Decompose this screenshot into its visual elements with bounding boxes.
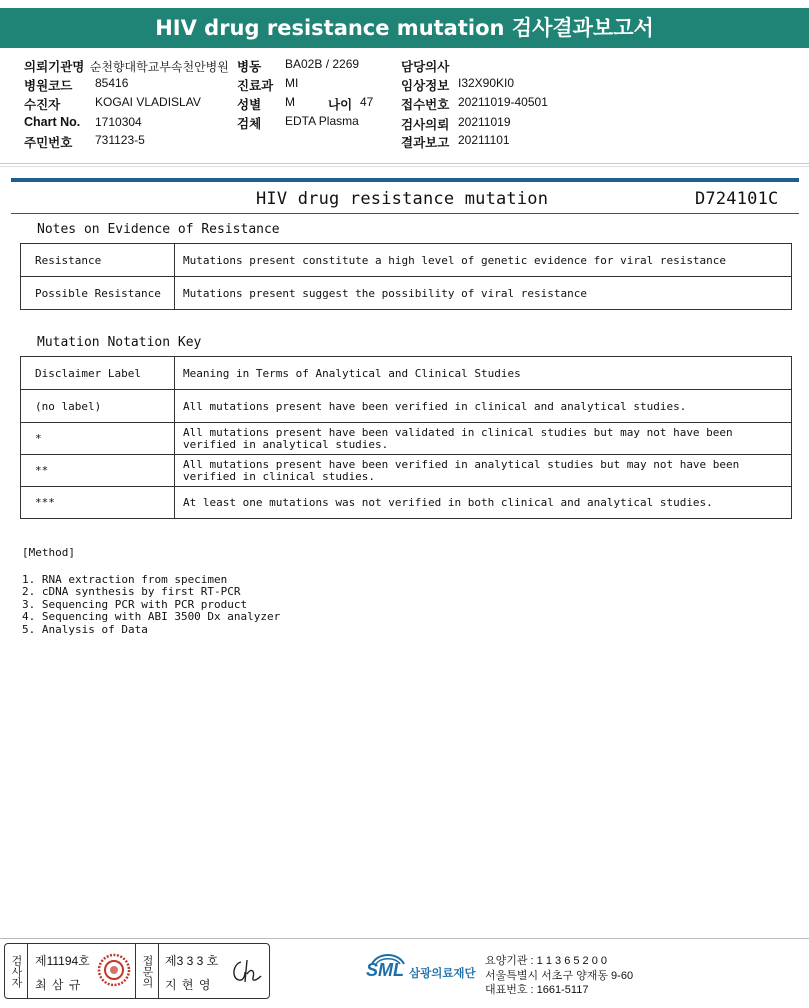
chart-value: 1710304 xyxy=(95,115,142,129)
sex-label: 성별 xyxy=(237,98,262,112)
examinee-value: KOGAI VLADISLAV xyxy=(95,95,201,109)
table-cell: (no label) xyxy=(21,390,175,423)
table-cell: * xyxy=(21,423,175,455)
request-value: 20211019 xyxy=(458,115,511,129)
table-cell: *** xyxy=(21,487,175,519)
footer-divider xyxy=(0,938,809,939)
confirm-license: 제3 3 3 호 xyxy=(165,954,219,968)
org-phone: 대표번호 : 1661-5117 xyxy=(485,984,589,996)
method-step: 1. RNA extraction from specimen xyxy=(22,572,228,586)
table-cell: Resistance xyxy=(21,244,175,277)
divider xyxy=(0,163,809,164)
report-code: D724101C xyxy=(695,189,779,209)
hospital-code-label: 병원코드 xyxy=(24,79,73,93)
hospital-code-row xyxy=(24,76,72,94)
method-step: 3. Sequencing PCR with PCR product xyxy=(22,597,248,611)
table-row xyxy=(21,487,792,519)
org-code: 요양기관 : 1 1 3 6 5 2 0 0 xyxy=(485,955,608,967)
org-name: 삼광의료재단 xyxy=(409,968,476,980)
specimen-value: EDTA Plasma xyxy=(285,114,359,128)
notes-heading: Notes on Evidence of Resistance xyxy=(37,222,280,237)
table-cell: All mutations present have been validated in clinical studies but may not have been verified in analytical studies. xyxy=(175,423,792,455)
ward-value: BA02B / 2269 xyxy=(285,57,360,71)
table-row xyxy=(21,455,792,487)
receipt-label: 접수번호 xyxy=(401,98,450,112)
table-cell: All mutations present have been verified in analytical studies but may not have been verified in clinical studies. xyxy=(175,455,792,487)
table-cell: Mutations present constitute a high level of genetic evidence for viral resistance xyxy=(175,244,792,277)
method-heading: [Method] xyxy=(22,546,75,559)
table-row xyxy=(21,244,792,277)
table-header-cell: Meaning in Terms of Analytical and Clinical Studies xyxy=(175,357,792,390)
table-cell: At least one mutations was not verified in both clinical and analytical studies. xyxy=(175,487,792,519)
divider xyxy=(0,166,809,167)
receipt-value: 20211019-40501 xyxy=(458,95,548,109)
confirm-name: 지 현 영 xyxy=(165,978,212,992)
report-title: HIV drug resistance mutation xyxy=(256,189,549,209)
table-header-row xyxy=(21,357,792,390)
method-step: 5. Analysis of Data xyxy=(22,622,148,636)
clinical-label: 임상정보 xyxy=(401,79,450,93)
clinical-value: I32X90KI0 xyxy=(458,76,515,90)
tester-license: 제11194호 xyxy=(35,954,90,968)
report-top-rule xyxy=(11,178,799,182)
org-logo-text: SML xyxy=(366,960,404,980)
report-title-underline xyxy=(11,213,799,214)
confirm-label: 접문의 xyxy=(135,944,159,998)
chart-label: Chart No. xyxy=(24,115,81,129)
report-title-banner: HIV drug resistance mutation 검사결과보고서 xyxy=(0,8,809,48)
dept-label: 진료과 xyxy=(237,79,274,93)
request-label: 검사의뢰 xyxy=(401,118,450,132)
examinee-label: 수진자 xyxy=(24,98,61,112)
doctor-label: 담당의사 xyxy=(401,60,450,74)
sex-value: M xyxy=(285,95,295,109)
tester-label: 검사자 xyxy=(5,944,28,998)
tester-name: 최 삼 규 xyxy=(35,978,82,992)
ward-label: 병동 xyxy=(237,60,262,74)
signature-icon xyxy=(227,954,265,993)
seal-stamp-icon xyxy=(96,952,132,993)
table-cell: Mutations present suggest the possibility of viral resistance xyxy=(175,277,792,310)
method-step: 2. cDNA synthesis by first RT-PCR xyxy=(22,585,241,598)
report-date-label: 결과보고 xyxy=(401,136,450,150)
resident-value: 731123-5 xyxy=(95,133,145,147)
resident-label: 주민번호 xyxy=(24,136,73,150)
method-step: 4. Sequencing with ABI 3500 Dx analyzer xyxy=(22,610,281,623)
table-row xyxy=(21,277,792,310)
table-cell: ** xyxy=(21,455,175,487)
notes-table xyxy=(20,243,792,310)
table-cell: Possible Resistance xyxy=(21,277,175,310)
table-header-cell: Disclaimer Label xyxy=(21,357,175,390)
table-row xyxy=(21,390,792,423)
key-heading: Mutation Notation Key xyxy=(37,335,202,350)
specimen-label: 검체 xyxy=(237,117,262,131)
requesting-org-row xyxy=(24,57,229,75)
age-label: 나이 xyxy=(328,98,353,112)
org-address: 서울특별시 서초구 양재동 9-60 xyxy=(485,970,634,982)
requesting-org-value: 순천향대학교부속천안병원 xyxy=(89,60,229,74)
requesting-org-label: 의뢰기관명 xyxy=(24,60,85,74)
signature-box xyxy=(4,943,270,999)
hospital-code-value: 85416 xyxy=(95,76,129,90)
table-row xyxy=(21,423,792,455)
key-table xyxy=(20,356,792,519)
dept-value: MI xyxy=(285,76,299,90)
report-date-value: 20211101 xyxy=(458,133,510,147)
table-cell: All mutations present have been verified in clinical and analytical studies. xyxy=(175,390,792,423)
age-value: 47 xyxy=(360,95,374,109)
method-section xyxy=(22,547,280,636)
